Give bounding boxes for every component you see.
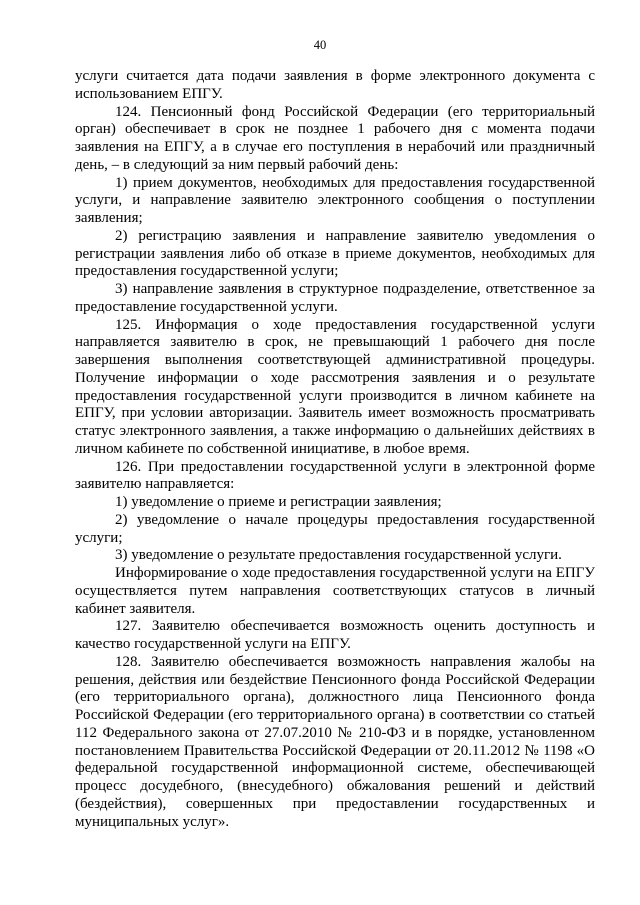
- list-item-126-2: 2) уведомление о начале процедуры предоставления государственной услуги;: [75, 511, 595, 546]
- paragraph-126: 126. При предоставлении государственной услуги в электронной форме заявителю направляется:: [75, 458, 595, 493]
- list-item-126-1: 1) уведомление о приеме и регистрации заявления;: [115, 494, 442, 510]
- paragraph-informing: Информирование о ходе предоставления государственной услуги на ЕПГУ осуществляется путем направления соответствующих статусов в личный кабинет заявителя.: [75, 565, 595, 617]
- paragraph-124: 124. Пенсионный фонд Российской Федерации (его территориальный орган) обеспечивает в срок не позднее 1 рабочего дня с момента подачи заявления на ЕПГУ, а в случае его поступления в нерабочий или праздничный день, – в следующий за ним первый рабочий день:: [75, 103, 595, 173]
- page-number: 40: [313, 38, 327, 52]
- paragraph-128: 128. Заявителю обеспечивается возможность направления жалобы на решения, действия или бездействие Пенсионного фонда Российской Федерации (его территориального органа), должностного лица Пенсионного фонда Российской Федерации (его территориального органа) в соответствии со статьей 112 Федерального закона от 27.07.2010 № 210-ФЗ и в порядке, установленном постановлением Правительства Российской Федерации от 20.11.2012 № 1198 «О федеральной государственной информационной системе, обеспечивающей процесс досудебного, (внесудебного) обжалования решений и действий (бездействия), совершенных при предоставлении государственных и муниципальных услуг».: [75, 653, 595, 830]
- list-item-126-3: 3) уведомление о результате предоставления государственной услуги.: [115, 547, 562, 564]
- list-item-124-1: 1) прием документов, необходимых для предоставления государственной услуги, и направление заявителю электронного сообщения о поступлении заявления;: [75, 174, 595, 226]
- list-item-124-2: 2) регистрацию заявления и направление заявителю уведомления о регистрации заявления либо об отказе в приеме документов, необходимых для предоставления государственной услуги;: [75, 227, 595, 280]
- paragraph-125: 125. Информация о ходе предоставления государственной услуги направляется заявителю в срок, не превышающий 1 рабочего дня после завершения выполнения соответствующей административной процедуры. Получение информации о ходе рассмотрения заявления и о результате предоставления государственной услуги производится в личном кабинете на ЕПГУ, при условии авторизации. Заявитель имеет возможность просматривать статус электронного заявления, а также информацию о дальнейших действиях в личном кабинете по собственной инициативе, в любое время.: [75, 316, 595, 457]
- paragraph-127: 127. Заявителю обеспечивается возможность оценить доступность и качество государственной услуги на ЕПГУ.: [75, 618, 595, 652]
- body-text: [75, 68, 595, 831]
- paragraph-continuation: услуги считается дата подачи заявления в форме электронного документа с использованием ЕПГУ.: [75, 68, 595, 102]
- list-item-124-3: 3) направление заявления в структурное подразделение, ответственное за предоставление государственной услуги.: [75, 281, 595, 315]
